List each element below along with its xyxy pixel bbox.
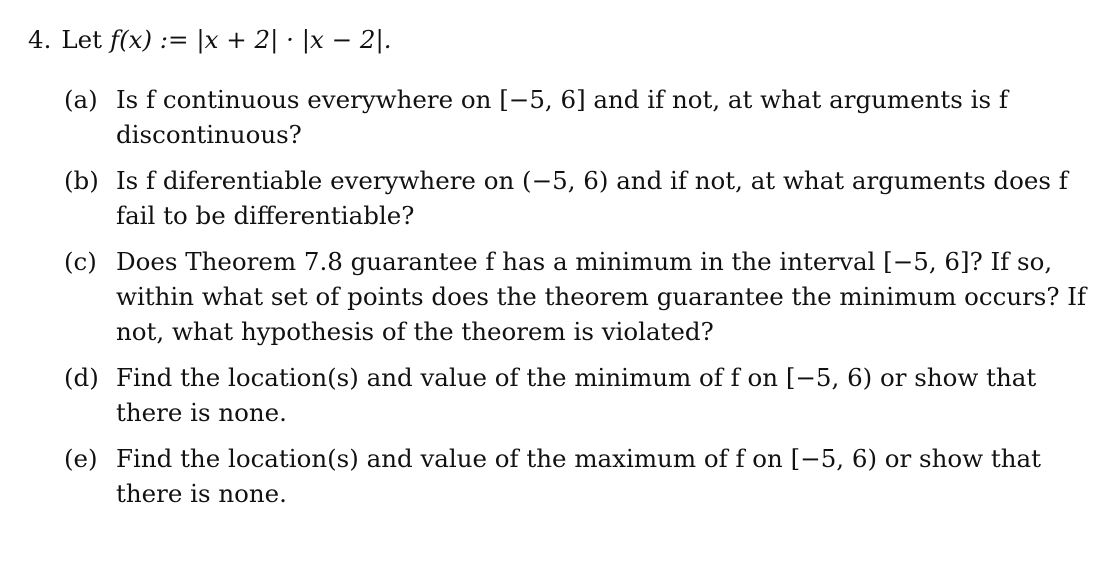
part-label: (d): [64, 363, 99, 392]
problem-parts: [28, 82, 1098, 511]
part-label: (a): [64, 85, 98, 114]
part-text: Find the location(s) and value of the minimum of f on [−5, 6) or show that there is none.: [116, 363, 1037, 427]
part-d: [64, 360, 1098, 430]
part-a: [64, 82, 1098, 152]
part-b: [64, 163, 1098, 233]
part-label: (e): [64, 444, 98, 473]
part-text: Is f diferentiable everywhere on (−5, 6) and if not, at what arguments does f fail to be differentiable?: [116, 166, 1068, 230]
part-label: (c): [64, 247, 97, 276]
problem-heading: [28, 22, 1098, 58]
part-label: (b): [64, 166, 99, 195]
part-c: [64, 244, 1098, 349]
part-e: [64, 441, 1098, 511]
function-definition: f(x) := |x + 2| · |x − 2|.: [110, 25, 392, 54]
problem-4: [28, 22, 1098, 522]
problem-intro: Let: [61, 25, 103, 54]
problem-number: 4.: [28, 25, 52, 54]
part-text: Find the location(s) and value of the maximum of f on [−5, 6) or show that there is none.: [116, 444, 1041, 508]
part-text: Does Theorem 7.8 guarantee f has a minimum in the interval [−5, 6]? If so, within what set of points does the theorem guarantee the minimum occurs? If not, what hypothesis of the theorem is violated?: [116, 247, 1087, 346]
part-text: Is f continuous everywhere on [−5, 6] and if not, at what arguments is f discontinuous?: [116, 85, 1008, 149]
